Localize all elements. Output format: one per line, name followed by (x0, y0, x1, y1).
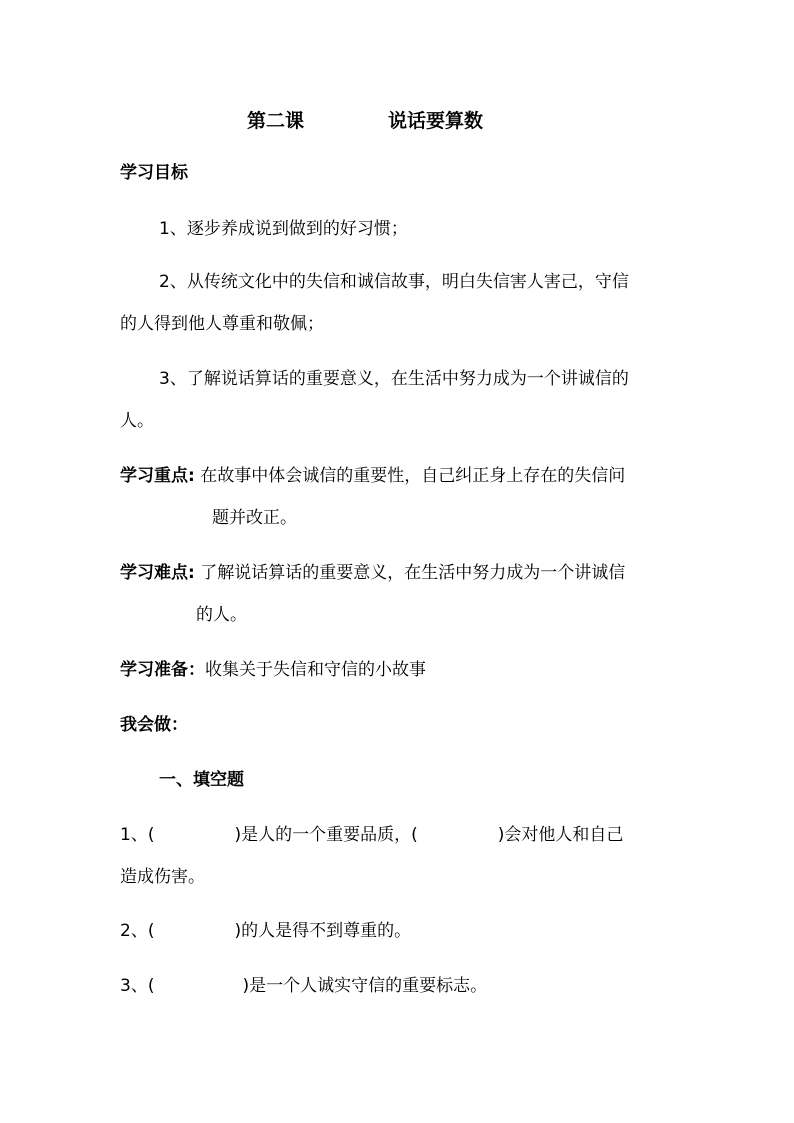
difficulty-line-1 (120, 562, 625, 584)
lesson-number: 第二课 (247, 110, 305, 132)
practice-heading: 我会做： (120, 715, 188, 735)
objective-3-line-2: 人。 (120, 411, 154, 431)
preparation-line (120, 659, 426, 681)
q3-suffix: )是一个人诚实守信的重要标志。 (242, 976, 488, 996)
q1-suffix: )会对他人和自己 (497, 825, 624, 845)
difficulty-label: 学习难点: (120, 563, 195, 583)
objective-1: 1、逐步养成说到做到的好习惯； (159, 219, 408, 239)
q3-prefix: 3、( (120, 976, 155, 996)
objective-3-line-1: 3、了解说话算话的重要意义，在生活中努力成为一个讲诚信的 (159, 369, 629, 389)
q1-prefix: 1、( (120, 825, 155, 845)
question-3 (120, 975, 487, 997)
q2-prefix: 2、( (120, 921, 155, 941)
difficulty-text-1: 了解说话算话的重要意义，在生活中努力成为一个讲诚信 (200, 563, 626, 583)
question-2 (120, 920, 411, 942)
question-1-line-1 (120, 824, 623, 846)
objective-2-line-2: 的人得到他人尊重和敬佩； (120, 314, 324, 334)
key-point-text-1: 在故事中体会诚信的重要性，自己纠正身上存在的失信问 (200, 466, 626, 486)
page-title (0, 106, 794, 132)
fill-in-section-heading: 一、填空题 (159, 770, 244, 790)
q1-middle: )是人的一个重要品质，( (234, 825, 418, 845)
key-point-line-1 (120, 465, 625, 487)
objectives-heading: 学习目标 (120, 163, 188, 183)
question-1-line-2: 造成伤害。 (120, 867, 205, 887)
preparation-text: 收集关于失信和守信的小故事 (205, 660, 426, 680)
preparation-label: 学习准备： (120, 660, 205, 680)
q2-suffix: )的人是得不到尊重的。 (234, 921, 412, 941)
objective-2-line-1: 2、从传统文化中的失信和诚信故事，明白失信害人害己，守信 (159, 272, 629, 292)
lesson-name: 说话要算数 (388, 110, 484, 132)
key-point-label: 学习重点: (120, 466, 195, 486)
difficulty-line-2: 的人。 (196, 605, 247, 625)
key-point-line-2: 题并改正。 (212, 508, 297, 528)
